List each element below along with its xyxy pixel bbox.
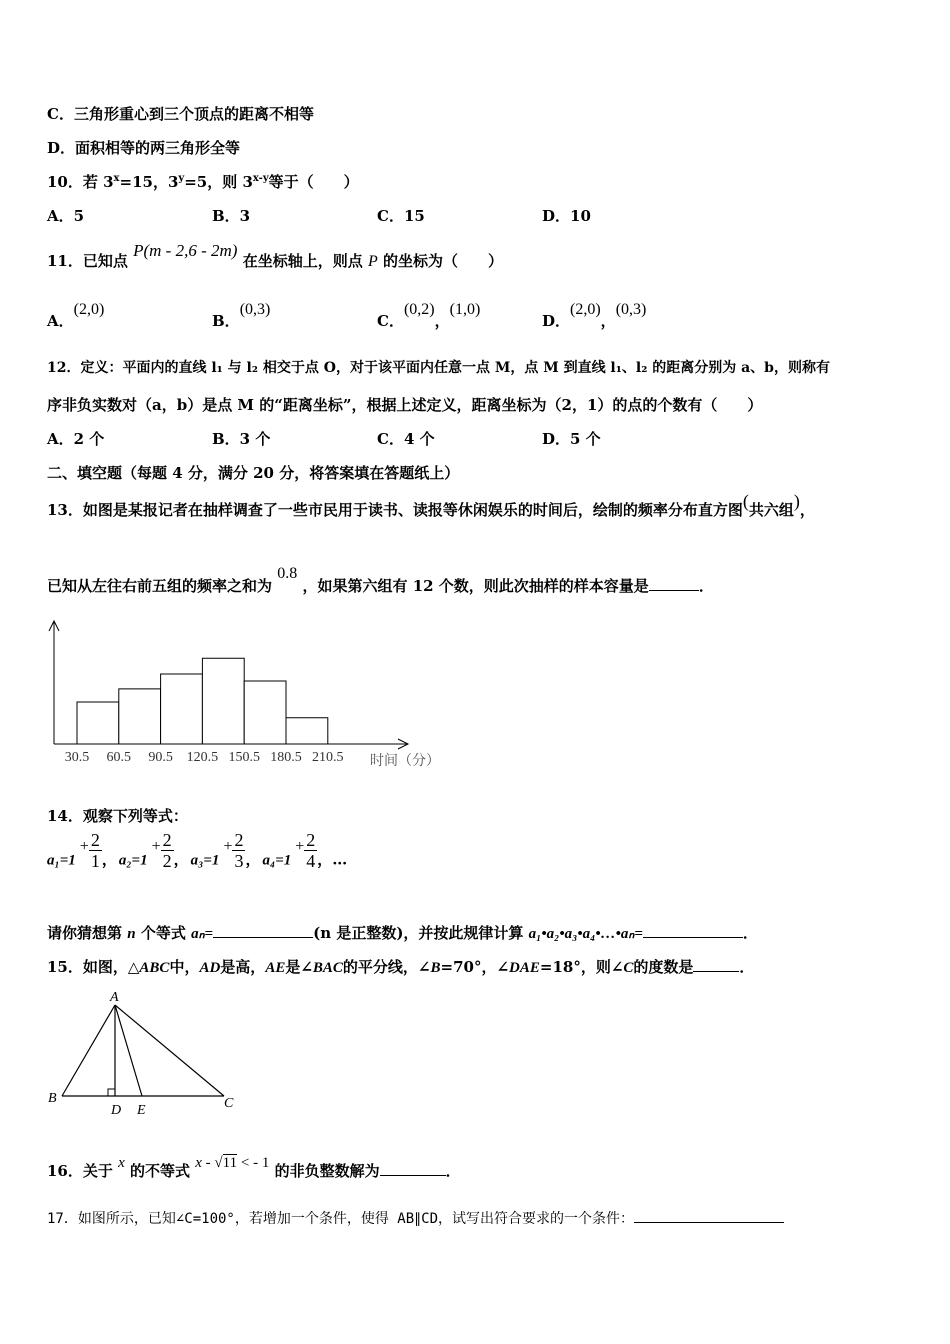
x-tick-label: 150.5 — [228, 750, 260, 765]
q14-equation-1 — [47, 830, 117, 881]
fraction-denominator: 3 — [234, 851, 244, 871]
equation-lhs: a₃=1 — [190, 852, 220, 869]
histogram-bar-3 — [161, 674, 203, 744]
separator: ， — [245, 850, 261, 869]
q14-answer-blank-1[interactable] — [213, 923, 313, 938]
histogram-bar-4 — [202, 658, 244, 744]
vertex-a-label: A — [110, 990, 119, 1005]
fraction-numerator: 2 — [306, 830, 316, 850]
x-tick-label: 120.5 — [186, 750, 219, 765]
q14-answer-blank-2[interactable] — [643, 923, 743, 938]
q14-equations — [47, 830, 349, 881]
equation-lhs: a₂=1 — [118, 852, 148, 869]
plus-sign: + — [79, 837, 89, 855]
fraction-numerator: 2 — [234, 830, 244, 850]
q12-option-a: A．2 个 — [47, 430, 105, 448]
bisector-ae — [115, 1005, 142, 1096]
q13-answer-blank[interactable] — [649, 576, 699, 591]
histogram-bar-5 — [244, 681, 286, 744]
separator: ， — [173, 850, 189, 869]
q10-option-b: B．3 — [212, 207, 251, 225]
fraction — [161, 830, 174, 871]
q9-option-c: C．三角形重心到三个顶点的距离不相等 — [47, 105, 314, 123]
histogram-tick-labels — [65, 750, 344, 765]
separator: ， — [101, 850, 117, 869]
q13-line-2: 已知从左往右前五组的频率之和为 0.8 ，如果第六组有 12 个数，则此次抽样的样本容量是 ． — [47, 565, 714, 595]
separator: ，… — [317, 850, 348, 869]
q10-option-a: A．5 — [47, 207, 85, 225]
q12-option-c: C．4 个 — [377, 430, 435, 448]
triangle-figure — [40, 985, 250, 1120]
section-fill-in-title: 二、填空题（每题 4 分，满分 20 分，将答案填在答题纸上） — [47, 464, 460, 482]
vertex-c-label: C — [224, 1096, 234, 1111]
fraction — [232, 830, 245, 871]
plus-sign: + — [295, 837, 305, 855]
fraction — [89, 830, 102, 871]
plus-sign: + — [151, 837, 161, 855]
q12-option-d: D．5 个 — [542, 430, 601, 448]
fraction-denominator: 2 — [162, 851, 172, 871]
q11-option-c: C．(0,2)，(1,0) — [377, 301, 481, 330]
fraction-numerator: 2 — [90, 830, 100, 850]
histogram-bars — [77, 658, 328, 744]
q11-option-b: B．(0,3) — [212, 301, 271, 330]
right-angle-mark — [108, 1089, 115, 1096]
q12-line-1: 12．定义：平面内的直线 l₁ 与 l₂ 相交于点 O，对于该平面内任意一点 M，点 M 到直线 l₁、l₂ 的距离分别为 a、b，则称有 — [47, 360, 830, 376]
q10-option-d: D．10 — [542, 207, 591, 225]
x-tick-label: 210.5 — [312, 750, 344, 765]
fraction-numerator: 2 — [162, 830, 172, 850]
q14-equation-2 — [118, 830, 189, 881]
fraction-denominator: 4 — [306, 851, 316, 871]
q10-stem: 10．若 $3^x=15$，$3^y=5$，则 3$^{x-y}$等于（ ） — [47, 173, 359, 191]
q11-option-a: A．(2,0) — [47, 301, 105, 330]
plus-sign: + — [223, 837, 233, 855]
q10-option-c: C．15 — [377, 207, 425, 225]
q16-answer-blank[interactable] — [380, 1161, 446, 1176]
equation-lhs: a₄=1 — [262, 852, 292, 869]
histogram-bar-2 — [119, 689, 161, 744]
q9-option-d: D．面积相等的两三角形全等 — [47, 139, 241, 157]
side-ab — [62, 1005, 115, 1096]
x-tick-label: 30.5 — [64, 750, 90, 765]
x-tick-label: 60.5 — [106, 750, 132, 765]
q16-stem: 16．关于 x 的不等式 x - √11 < - 1 的非负整数解为 ． — [47, 1155, 461, 1180]
q11-option-d: D．(2,0)，(0,3) — [542, 301, 647, 330]
point-d-label: D — [111, 1103, 122, 1118]
q17-answer-blank[interactable] — [634, 1208, 784, 1223]
histogram-bar-6 — [286, 718, 328, 744]
q16-inequality: x - √11 < - 1 — [195, 1155, 270, 1171]
q15-stem: 15．如图，△ABC中，AD是高，AE是∠BAC的平分线，∠B=70°，∠DAE=18°，则∠C的度数是 ． — [47, 958, 755, 976]
q14-question: 请你猜想第 n 个等式 aₙ= (n 是正整数)，并按此规律计算 a₁•a₂•a₃•a₄•…•aₙ= ． — [47, 924, 758, 942]
q12-option-b: B．3 个 — [212, 430, 271, 448]
q14-equation-3 — [190, 830, 261, 881]
q14-equation-4 — [262, 830, 348, 881]
q12-line-2: 序非负实数对（a，b）是点 M 的“距离坐标”，根据上述定义，距离坐标为（2，1）的点的个数有（ ） — [47, 396, 763, 414]
q14-title: 14．观察下列等式： — [47, 807, 188, 825]
x-tick-label: 180.5 — [270, 750, 302, 765]
point-e-label: E — [137, 1103, 146, 1118]
vertex-b-label: B — [48, 1091, 57, 1106]
histogram-bar-1 — [77, 702, 119, 744]
side-ac — [115, 1005, 224, 1096]
frequency-histogram — [40, 615, 460, 775]
x-tick-label: 90.5 — [148, 750, 173, 765]
fraction — [304, 830, 317, 871]
equation-lhs: a₁=1 — [47, 852, 76, 869]
q11-point-expression: P(m - 2,6 - 2m) — [133, 241, 238, 260]
q11-stem: 11．已知点 P(m - 2,6 - 2m) 在坐标轴上，则点 P 的坐标为（ ） — [47, 241, 503, 270]
x-axis-label: 时间（分） — [370, 753, 440, 769]
fraction-denominator: 1 — [90, 851, 100, 871]
q17-stem: 17．如图所示，已知∠C=100°，若增加一个条件，使得 AB∥CD，试写出符合要求的一个条件： — [47, 1208, 784, 1228]
q15-answer-blank[interactable] — [693, 957, 739, 972]
q13-line-1: 13．如图是某报记者在抽样调查了一些市民用于读书、读报等休闲娱乐的时间后，绘制的频率分布直方图(共六组)， — [47, 491, 815, 519]
